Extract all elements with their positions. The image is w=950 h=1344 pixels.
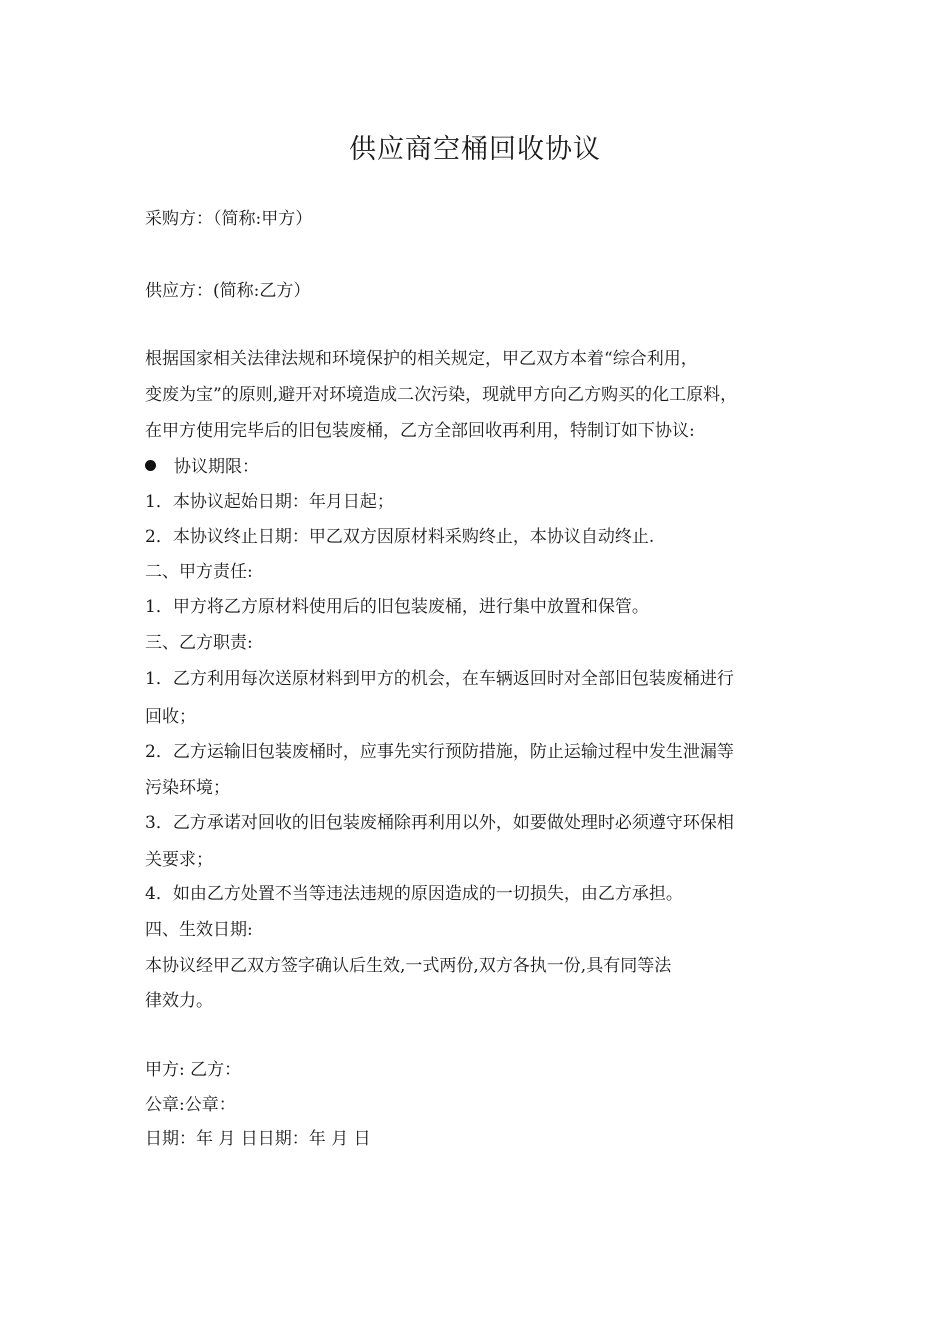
section3-item-1-cont: 回收； [145, 707, 196, 727]
section3-item-3-cont: 关要求； [145, 850, 213, 870]
section3-item-2: 2．乙方运输旧包装废桶时，应事先实行预防措施，防止运输过程中发生泄漏等 [145, 742, 734, 762]
intro-line-2: 变废为宝”的原则,避开对环境造成二次污染，现就甲方向乙方购买的化工原料， [145, 385, 738, 405]
bullet-icon [145, 460, 156, 471]
intro-line-3: 在甲方使用完毕后的旧包装废桶，乙方全部回收再利用，特制订如下协议: [145, 421, 695, 441]
signature-seals: 公章:公章： [145, 1095, 236, 1115]
section4-heading: 四、生效日期: [145, 920, 253, 940]
section1-item-2: 2．本协议终止日期：甲乙双方因原材料采购终止，本协议自动终止. [145, 527, 655, 547]
section1-heading: 协议期限： [174, 457, 259, 477]
party-b-line: 供应方：(简称:乙方） [145, 281, 311, 301]
section4-item-1: 本协议经甲乙双方签字确认后生效,一式两份,双方各执一份,具有同等法 [145, 956, 672, 976]
section2-heading: 二、甲方责任: [145, 562, 253, 582]
party-a-line: 采购方：（简称:甲方） [145, 209, 313, 229]
section4-item-1-cont: 律效力。 [145, 991, 213, 1011]
section1-heading-row [145, 456, 259, 478]
section3-item-3: 3．乙方承诺对回收的旧包装废桶除再利用以外，如要做处理时必须遵守环保相 [145, 813, 734, 833]
document-title: 供应商空桶回收协议 [349, 134, 601, 165]
section3-item-2-cont: 污染环境； [145, 778, 230, 798]
signature-dates: 日期：年 月 日日期：年 月 日 [145, 1129, 371, 1149]
section1-item-1: 1．本协议起始日期：年月日起； [145, 492, 394, 512]
section3-item-4: 4．如由乙方处置不当等违法违规的原因造成的一切损失，由乙方承担。 [145, 884, 683, 904]
section2-item-1: 1．甲方将乙方原材料使用后的旧包装废桶，进行集中放置和保管。 [145, 597, 649, 617]
intro-line-1: 根据国家相关法律法规和环境保护的相关规定，甲乙双方本着“综合利用， [145, 349, 698, 369]
section3-heading: 三、乙方职责: [145, 633, 253, 653]
signature-parties: 甲方: 乙方： [145, 1060, 242, 1080]
section3-item-1: 1．乙方利用每次送原材料到甲方的机会，在车辆返回时对全部旧包装废桶进行 [145, 669, 734, 689]
